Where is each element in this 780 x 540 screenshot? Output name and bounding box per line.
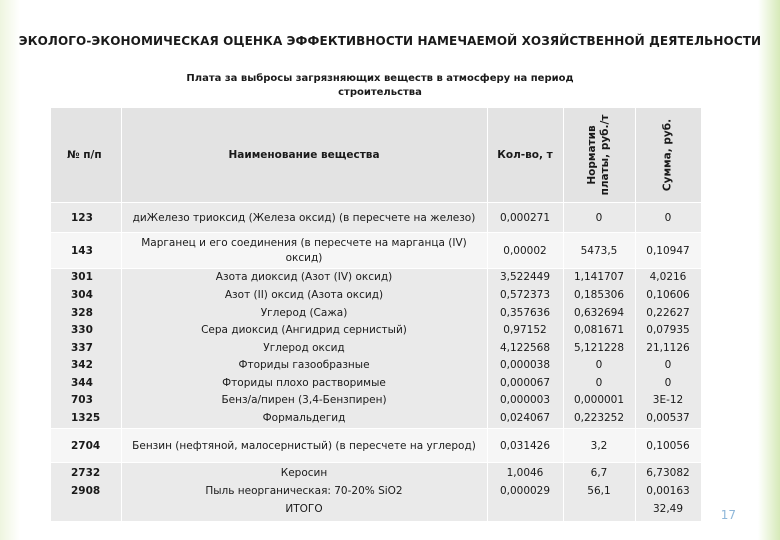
row-num: 304 bbox=[71, 288, 93, 301]
row-qty bbox=[490, 501, 561, 519]
row-qty: 0,00002 bbox=[487, 233, 563, 269]
row-qty: 0,000038 bbox=[499, 359, 551, 372]
group-sums bbox=[638, 465, 699, 518]
emissions-payment-table bbox=[51, 108, 702, 521]
row-sum: 0 bbox=[635, 203, 701, 233]
table-row-group bbox=[51, 463, 701, 521]
row-qty: 0,000003 bbox=[499, 394, 551, 407]
row-norm: 5,121228 bbox=[573, 341, 625, 354]
page-number: 17 bbox=[720, 508, 736, 522]
table-header-row bbox=[51, 108, 701, 203]
row-qty: 0,000067 bbox=[499, 376, 551, 389]
header-sum bbox=[635, 108, 701, 203]
row-num: 143 bbox=[51, 233, 121, 269]
row-sum: 0,22627 bbox=[646, 306, 690, 319]
row-sum: 0 bbox=[664, 359, 672, 372]
row-qty: 0,000271 bbox=[487, 203, 563, 233]
row-name: Фториды плохо растворимые bbox=[222, 376, 386, 389]
row-norm: 56,1 bbox=[587, 484, 611, 497]
row-norm: 5473,5 bbox=[563, 233, 635, 269]
row-qty: 0,024067 bbox=[499, 412, 551, 425]
row-num: 2732 bbox=[71, 467, 101, 480]
group-qtys bbox=[490, 465, 561, 518]
group-names bbox=[124, 465, 485, 518]
row-num: 2704 bbox=[51, 429, 121, 463]
row-name: Пыль неорганическая: 70-20% SiO2 bbox=[205, 484, 403, 497]
row-name: Марганец и его соединения (в пересчете на марганца (IV) оксид) bbox=[121, 233, 487, 269]
row-num: 1325 bbox=[71, 412, 101, 425]
row-name: Бенз/а/пирен (3,4-Бензпирен) bbox=[221, 394, 387, 407]
row-qty: 0,031426 bbox=[487, 429, 563, 463]
table-subtitle: Плата за выбросы загрязняющих веществ в атмосферу на период строительства bbox=[186, 73, 574, 98]
header-norm bbox=[563, 108, 635, 203]
row-num: 123 bbox=[51, 203, 121, 233]
row-sum: 3E-12 bbox=[652, 394, 684, 407]
row-num: 703 bbox=[71, 394, 93, 407]
row-name: Фториды газообразные bbox=[238, 359, 370, 372]
row-norm bbox=[566, 501, 633, 519]
row-num bbox=[71, 501, 119, 519]
row-num: 328 bbox=[71, 306, 93, 319]
row-name: Керосин bbox=[280, 467, 328, 480]
row-norm: 0,185306 bbox=[573, 288, 625, 301]
row-sum: 0,07935 bbox=[646, 324, 690, 337]
slide-title: ЭКОЛОГО-ЭКОНОМИЧЕСКАЯ ОЦЕНКА ЭФФЕКТИВНОСТИ НАМЕЧАЕМОЙ ХОЗЯЙСТВЕННОЙ ДЕЯТЕЛЬНОСТИ bbox=[18, 34, 762, 48]
row-num: 344 bbox=[71, 376, 93, 389]
table-row-group bbox=[51, 269, 701, 429]
table-row bbox=[51, 429, 701, 463]
group-sums bbox=[638, 269, 699, 427]
row-qty: 1,0046 bbox=[506, 467, 544, 480]
row-norm: 6,7 bbox=[590, 467, 608, 480]
row-sum: 0 bbox=[664, 376, 672, 389]
row-name: Сера диоксид (Ангидрид сернистый) bbox=[201, 324, 407, 337]
row-name: Углерод (Сажа) bbox=[260, 306, 348, 319]
row-name: диЖелезо триоксид (Железа оксид) (в пересчете на железо) bbox=[121, 203, 487, 233]
row-num: 330 bbox=[71, 324, 93, 337]
right-decor-band bbox=[758, 0, 780, 540]
group-norms bbox=[566, 269, 633, 427]
left-decor-band bbox=[0, 0, 20, 540]
row-sum: 0,10606 bbox=[646, 288, 690, 301]
row-sum: 21,1126 bbox=[646, 341, 690, 354]
row-name: Формальдегид bbox=[262, 412, 346, 425]
row-name: Азот (II) оксид (Азота оксид) bbox=[224, 288, 384, 301]
row-norm: 0,081671 bbox=[573, 324, 625, 337]
row-num: 337 bbox=[71, 341, 93, 354]
row-norm: 0 bbox=[563, 203, 635, 233]
row-qty: 0,357636 bbox=[499, 306, 551, 319]
row-sum: 0,00163 bbox=[646, 484, 690, 497]
row-qty: 3,522449 bbox=[499, 271, 551, 284]
row-sum: 0,10056 bbox=[635, 429, 701, 463]
row-sum: 0,00537 bbox=[646, 412, 690, 425]
header-sum-label: Сумма, руб. bbox=[661, 118, 674, 192]
row-norm: 0,632694 bbox=[573, 306, 625, 319]
row-qty: 4,122568 bbox=[499, 341, 551, 354]
row-sum: 4,0216 bbox=[649, 271, 687, 284]
row-norm: 0,000001 bbox=[573, 394, 625, 407]
group-nums bbox=[71, 465, 119, 518]
header-name: Наименование вещества bbox=[121, 108, 487, 203]
row-sum: 6,73082 bbox=[646, 467, 690, 480]
table-row bbox=[51, 233, 701, 269]
header-qty: Кол-во, т bbox=[487, 108, 563, 203]
group-names bbox=[124, 269, 485, 427]
table-row bbox=[51, 203, 701, 233]
row-num: 342 bbox=[71, 359, 93, 372]
group-qtys bbox=[490, 269, 561, 427]
row-sum: 0,10947 bbox=[635, 233, 701, 269]
group-nums bbox=[71, 269, 119, 427]
row-name: Азота диоксид (Азот (IV) оксид) bbox=[215, 271, 393, 284]
row-qty: 0,97152 bbox=[503, 324, 547, 337]
group-norms bbox=[566, 465, 633, 518]
total-label: ИТОГО bbox=[285, 502, 323, 515]
row-norm: 1,141707 bbox=[573, 271, 625, 284]
row-num: 2908 bbox=[71, 484, 101, 497]
row-qty: 0,000029 bbox=[499, 484, 551, 497]
row-name: Углерод оксид bbox=[263, 341, 345, 354]
row-norm: 0,223252 bbox=[573, 412, 625, 425]
row-num: 301 bbox=[71, 271, 93, 284]
header-norm-line1: Норматив bbox=[586, 125, 598, 185]
row-norm: 0 bbox=[595, 376, 603, 389]
row-qty: 0,572373 bbox=[499, 288, 551, 301]
row-norm: 0 bbox=[595, 359, 603, 372]
total-sum: 32,49 bbox=[652, 502, 684, 515]
row-norm: 3,2 bbox=[563, 429, 635, 463]
row-name: Бензин (нефтяной, малосернистый) (в пересчете на углерод) bbox=[121, 429, 487, 463]
header-norm-line2: платы, руб./т bbox=[599, 114, 611, 196]
header-num: № п/п bbox=[51, 108, 121, 203]
